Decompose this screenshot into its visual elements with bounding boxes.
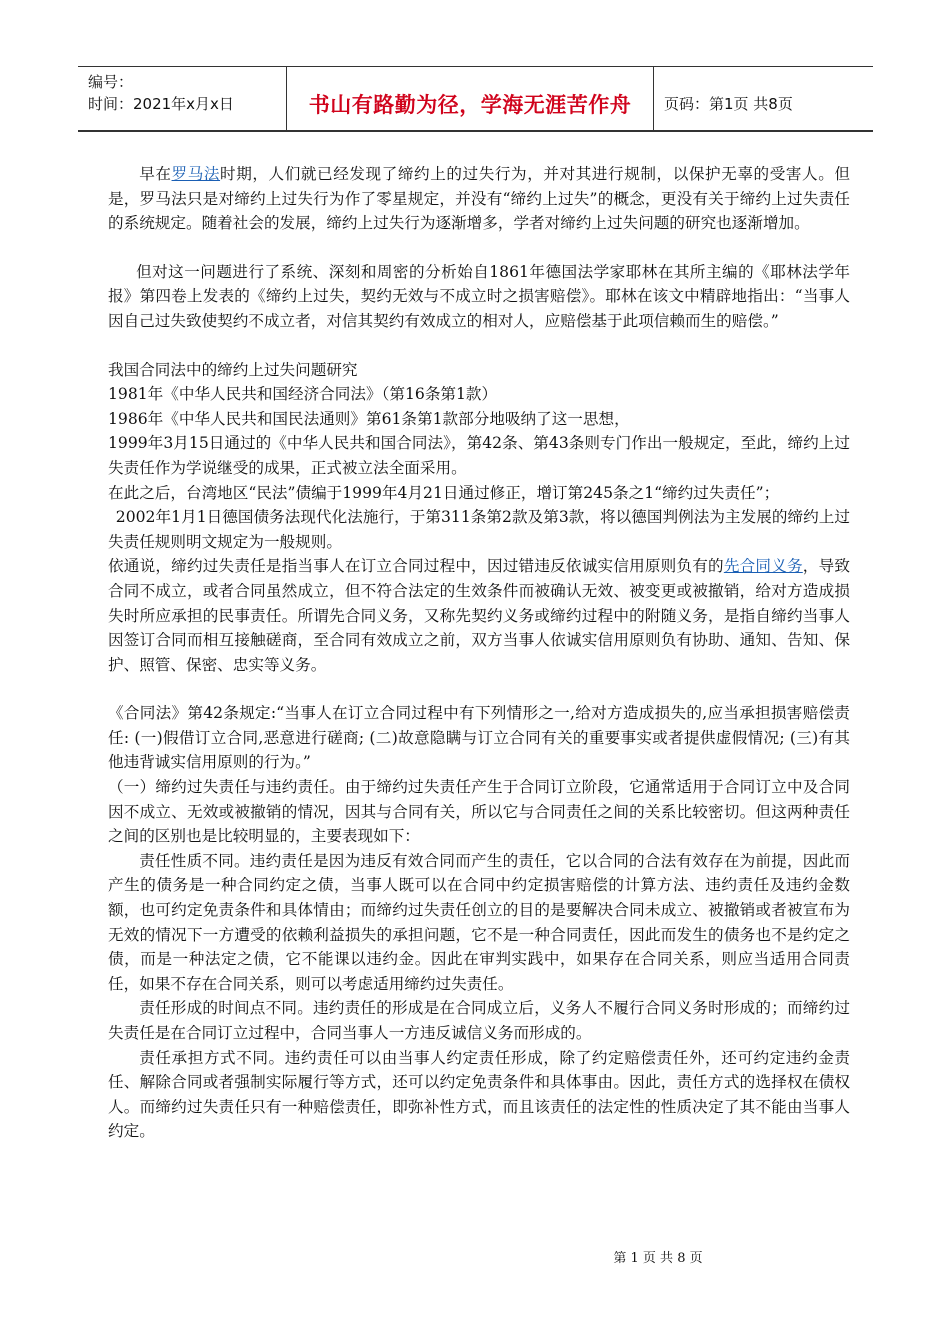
paragraph-heading-research: 我国合同法中的缔约上过失问题研究 — [108, 360, 358, 379]
paragraph-taiwan: 在此之后，台湾地区“民法”债编于1999年4月21日通过修正，增订第245条之1“缔约过失责任”； — [108, 483, 780, 502]
paragraph-1986: 1986年《中华人民共和国民法通则》第61条第1款部分地吸纳了这一思想， — [108, 409, 630, 428]
paragraph-text: 依通说，缔约过失责任是指当事人在订立合同过程中，因过错违反依诚实信用原则负有的 — [108, 557, 724, 576]
paragraph-roman-law — [108, 162, 850, 236]
header-page-info: 页码：第1页 共8页 — [664, 95, 793, 113]
paragraph-nature: 责任性质不同。违约责任是因为违反有效合同而产生的责任，它以合同的合法有效存在为前提，因此而产生的债务是一种合同约定之债，当事人既可以在合同中约定损害赔偿的计算方法、违约责任及违约金数额，也可约定免责条件和具体情由；而缔约过失责任创立的目的是要解决合同未成立、被撤销或者被宣布为无效的情况下一方遭受的依赖利益损失的承担问题，它不是一种合同责任，因此而发生的债务也不是约定之债，而是一种法定之债，它不能课以违约金。因此在审判实践中，如果存在合同关系，则应当适用合同责任，如果不存在合同关系，则可以考虑适用缔约过失责任。 — [108, 851, 850, 993]
document-body — [108, 162, 850, 1144]
document-time-label: 时间：2021年x月x日 — [88, 95, 234, 113]
roman-law-link[interactable]: 罗马法 — [171, 165, 221, 183]
header-meta — [78, 67, 286, 130]
paragraph-method: 责任承担方式不同。违约责任可以由当事人约定责任形成，除了约定赔偿责任外，还可约定违约金责任、解除合同或者强制实际履行等方式，还可以约定免责条件和具体事由。因此，责任方式的选择权在债权人。而缔约过失责任只有一种赔偿责任，即弥补性方式，而且该责任的法定性的性质决定了其不能由当事人约定。 — [108, 1048, 850, 1141]
paragraph-timing: 责任形成的时间点不同。违约责任的形成是在合同成立后，义务人不履行合同义务时形成的；而缔约过失责任是在合同订立过程中，合同当事人一方违反诚信义务而形成的。 — [108, 999, 850, 1042]
paragraph-text: ，导致合同不成立，或者合同虽然成立，但不符合法定的生效条件而被确认无效、被变更或被撤销，给对方造成损失时所应承担的民事责任。所谓先合同义务，又称先契约义务或缔约过程中的附随义务，是指自缔约当事人因签订合同而相互接触磋商，至合同有效成立之前，双方当事人依诚实信用原则负有协助、通知、告知、保护、照管、保密、忠实等义务。 — [108, 557, 850, 674]
paragraph-jhering: 但对这一问题进行了系统、深刻和周密的分析始自1861年德国法学家耶林在其所主编的《耶林法学年报》第四卷上发表的《缔约上过失，契约无效与不成立时之损害赔偿》。耶林在该文中精辟地指出：“当事人因自己过失致使契约不成立者，对信其契约有效成立的相对人，应赔偿基于此项信赖而生的赔偿。” — [108, 262, 850, 330]
paragraph-text: 时期，人们就已经发现了缔约上的过失行为，并对其进行规制，以保护无辜的受害人。但是，罗马法只是对缔约上过失行为作了零星规定，并没有“缔约上过失”的概念，更没有关于缔约上过失责任的系统规定。随着社会的发展，缔约上过失行为逐渐增多，学者对缔约上过失问题的研究也逐渐增加。 — [108, 165, 850, 233]
document-number-label: 编号： — [88, 73, 134, 91]
paragraph-1999: 1999年3月15日通过的《中华人民共和国合同法》，第42条、第43条则专门作出一般规定，至此，缔约上过失责任作为学说继受的成果，正式被立法全面采用。 — [108, 434, 850, 477]
page-footer: 第 1 页 共 8 页 — [613, 1251, 703, 1266]
paragraph-germany-2002: 2002年1月1日德国债务法现代化法施行，于第311条第2款及第3款，将以德国判例法为主发展的缔约上过失责任规则明文规定为一般规则。 — [108, 508, 850, 551]
header-motto: 书山有路勤为径，学海无涯苦作舟 — [286, 67, 654, 130]
paragraph-definition — [108, 554, 850, 677]
pre-contract-duty-link[interactable]: 先合同义务 — [723, 557, 803, 576]
page-header — [78, 66, 873, 132]
paragraph-article-42: 《合同法》第42条规定:“当事人在订立合同过程中有下列情形之一,给对方造成损失的,应当承担损害赔偿责任: (一)假借订立合同,恶意进行磋商; (二)故意隐瞒与订立合同有关的重要事实或者提供虚假情况; (三)有其他违背诚实信用原则的行为。” — [108, 704, 850, 772]
paragraph-1981: 1981年《中华人民共和国经济合同法》（第16条第1款） — [108, 385, 498, 404]
paragraph-comparison: （一）缔约过失责任与违约责任。由于缔约过失责任产生于合同订立阶段，它通常适用于合同订立中及合同因不成立、无效或被撤销的情况，因其与合同有关，所以它与合同责任之间的关系比较密切。但这两种责任之间的区别也是比较明显的，主要表现如下： — [108, 778, 850, 846]
paragraph-text: 早在 — [139, 165, 172, 183]
